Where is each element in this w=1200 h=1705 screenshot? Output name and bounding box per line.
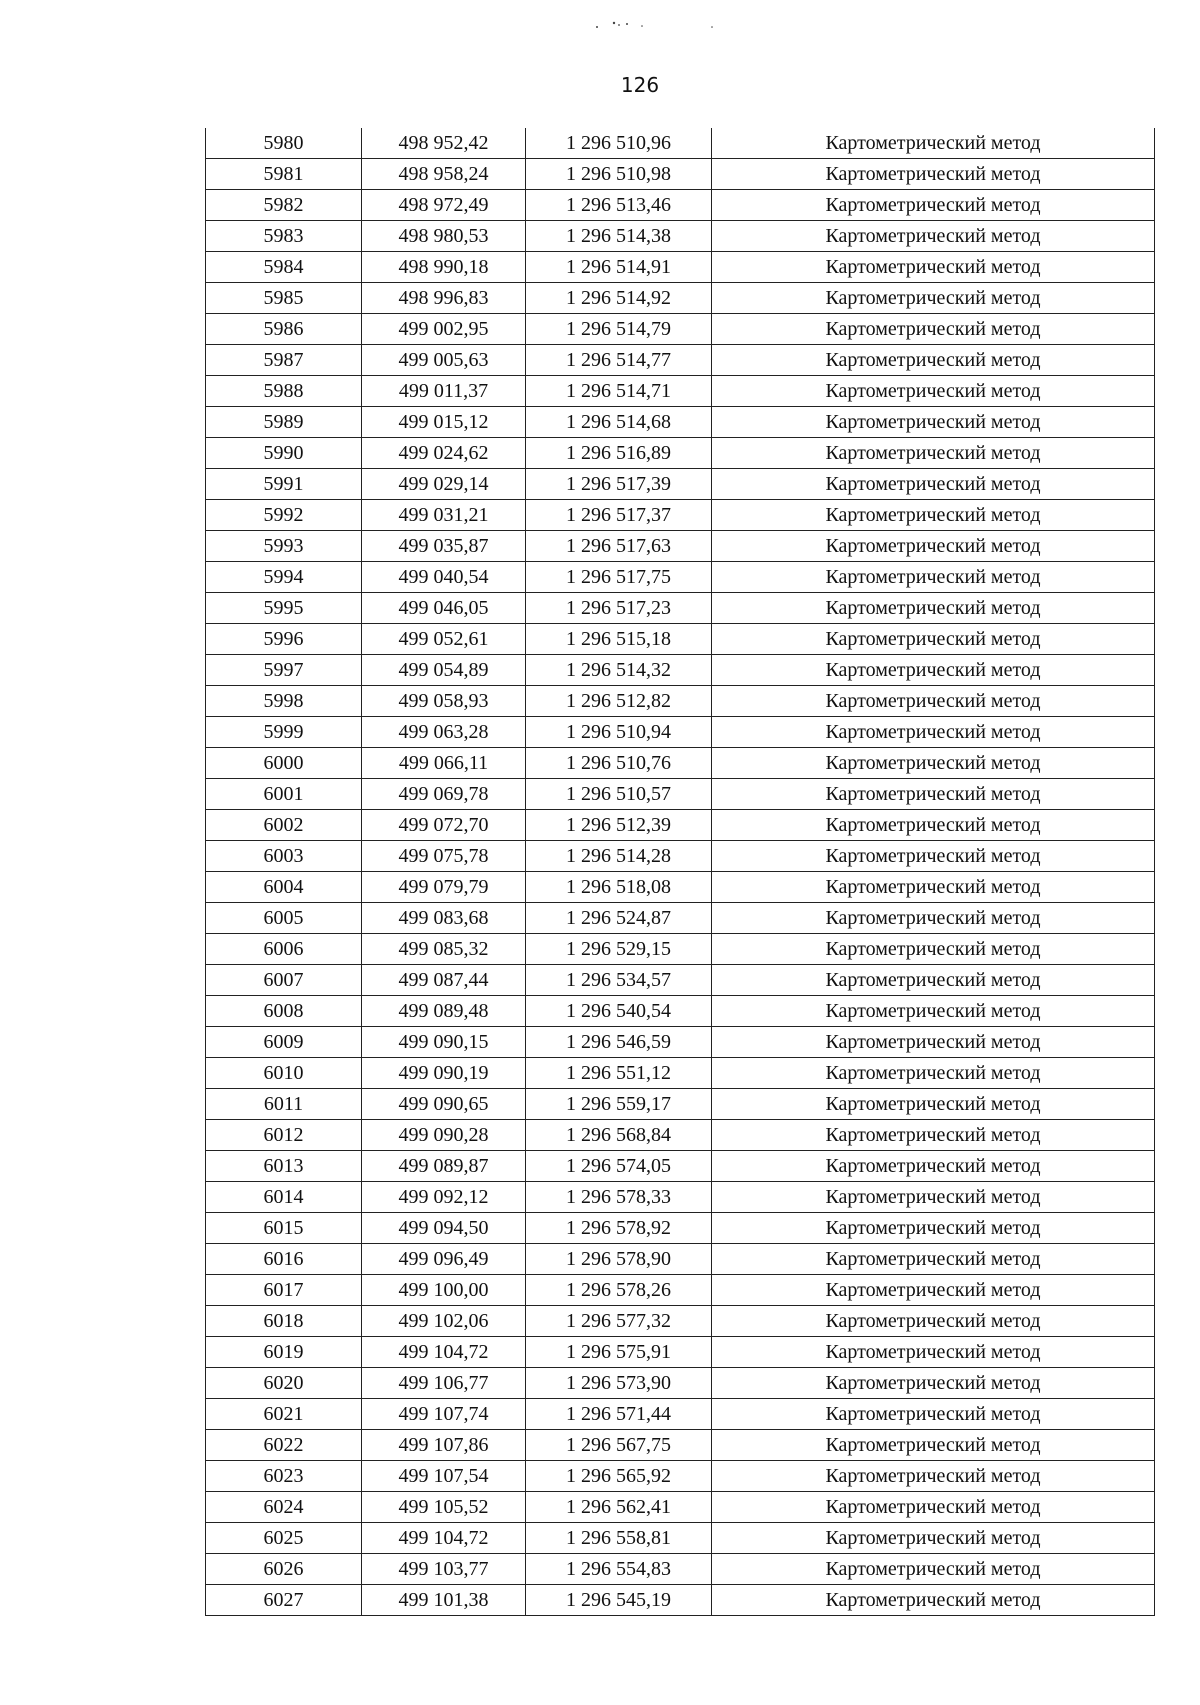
x-coordinate-cell: 499 104,72 (362, 1337, 526, 1368)
x-coordinate-cell: 499 066,11 (362, 748, 526, 779)
method-cell: Картометрический метод (712, 531, 1155, 562)
x-coordinate-cell: 499 090,19 (362, 1058, 526, 1089)
x-coordinate-cell: 498 996,83 (362, 283, 526, 314)
x-coordinate-cell: 499 079,79 (362, 872, 526, 903)
point-number-cell: 6021 (206, 1399, 362, 1430)
x-coordinate-cell: 499 107,74 (362, 1399, 526, 1430)
x-coordinate-cell: 499 035,87 (362, 531, 526, 562)
x-coordinate-cell: 499 100,00 (362, 1275, 526, 1306)
x-coordinate-cell: 498 990,18 (362, 252, 526, 283)
point-number-cell: 6010 (206, 1058, 362, 1089)
table-row (206, 624, 1155, 655)
table-row (206, 314, 1155, 345)
y-coordinate-cell: 1 296 567,75 (526, 1430, 712, 1461)
x-coordinate-cell: 498 958,24 (362, 159, 526, 190)
x-coordinate-cell: 499 002,95 (362, 314, 526, 345)
x-coordinate-cell: 499 104,72 (362, 1523, 526, 1554)
y-coordinate-cell: 1 296 573,90 (526, 1368, 712, 1399)
x-coordinate-cell: 498 980,53 (362, 221, 526, 252)
y-coordinate-cell: 1 296 516,89 (526, 438, 712, 469)
method-cell: Картометрический метод (712, 1492, 1155, 1523)
method-cell: Картометрический метод (712, 1337, 1155, 1368)
x-coordinate-cell: 499 052,61 (362, 624, 526, 655)
y-coordinate-cell: 1 296 514,71 (526, 376, 712, 407)
table-row (206, 1492, 1155, 1523)
table-row (206, 128, 1155, 159)
method-cell: Картометрический метод (712, 1213, 1155, 1244)
method-cell: Картометрический метод (712, 686, 1155, 717)
point-number-cell: 6009 (206, 1027, 362, 1058)
table-row (206, 531, 1155, 562)
point-number-cell: 6017 (206, 1275, 362, 1306)
y-coordinate-cell: 1 296 574,05 (526, 1151, 712, 1182)
point-number-cell: 6005 (206, 903, 362, 934)
method-cell: Картометрический метод (712, 1585, 1155, 1616)
x-coordinate-cell: 499 072,70 (362, 810, 526, 841)
method-cell: Картометрический метод (712, 1151, 1155, 1182)
y-coordinate-cell: 1 296 551,12 (526, 1058, 712, 1089)
table-row (206, 903, 1155, 934)
y-coordinate-cell: 1 296 515,18 (526, 624, 712, 655)
y-coordinate-cell: 1 296 578,33 (526, 1182, 712, 1213)
y-coordinate-cell: 1 296 545,19 (526, 1585, 712, 1616)
table-row (206, 407, 1155, 438)
method-cell: Картометрический метод (712, 872, 1155, 903)
point-number-cell: 6011 (206, 1089, 362, 1120)
point-number-cell: 6001 (206, 779, 362, 810)
method-cell: Картометрический метод (712, 903, 1155, 934)
y-coordinate-cell: 1 296 510,76 (526, 748, 712, 779)
y-coordinate-cell: 1 296 534,57 (526, 965, 712, 996)
y-coordinate-cell: 1 296 514,32 (526, 655, 712, 686)
method-cell: Картометрический метод (712, 1523, 1155, 1554)
y-coordinate-cell: 1 296 571,44 (526, 1399, 712, 1430)
table-row (206, 1182, 1155, 1213)
method-cell: Картометрический метод (712, 1275, 1155, 1306)
table-row (206, 1585, 1155, 1616)
y-coordinate-cell: 1 296 514,92 (526, 283, 712, 314)
method-cell: Картометрический метод (712, 779, 1155, 810)
point-number-cell: 5986 (206, 314, 362, 345)
method-cell: Картометрический метод (712, 376, 1155, 407)
y-coordinate-cell: 1 296 514,68 (526, 407, 712, 438)
method-cell: Картометрический метод (712, 996, 1155, 1027)
x-coordinate-cell: 499 090,65 (362, 1089, 526, 1120)
point-number-cell: 5998 (206, 686, 362, 717)
x-coordinate-cell: 499 040,54 (362, 562, 526, 593)
point-number-cell: 5988 (206, 376, 362, 407)
table-row (206, 1554, 1155, 1585)
x-coordinate-cell: 499 063,28 (362, 717, 526, 748)
table-row (206, 1089, 1155, 1120)
method-cell: Картометрический метод (712, 841, 1155, 872)
table-row (206, 1275, 1155, 1306)
y-coordinate-cell: 1 296 517,63 (526, 531, 712, 562)
table-row (206, 469, 1155, 500)
table-row (206, 159, 1155, 190)
method-cell: Картометрический метод (712, 593, 1155, 624)
x-coordinate-cell: 499 058,93 (362, 686, 526, 717)
point-number-cell: 6015 (206, 1213, 362, 1244)
x-coordinate-cell: 499 011,37 (362, 376, 526, 407)
coordinates-table (205, 128, 1155, 1616)
x-coordinate-cell: 499 046,05 (362, 593, 526, 624)
y-coordinate-cell: 1 296 510,98 (526, 159, 712, 190)
table-row (206, 1368, 1155, 1399)
table-row (206, 655, 1155, 686)
table-row (206, 1058, 1155, 1089)
y-coordinate-cell: 1 296 510,57 (526, 779, 712, 810)
scan-noise-marks (0, 0, 1200, 60)
table-row (206, 1027, 1155, 1058)
method-cell: Картометрический метод (712, 469, 1155, 500)
table-row (206, 221, 1155, 252)
y-coordinate-cell: 1 296 558,81 (526, 1523, 712, 1554)
point-number-cell: 6012 (206, 1120, 362, 1151)
y-coordinate-cell: 1 296 529,15 (526, 934, 712, 965)
point-number-cell: 5994 (206, 562, 362, 593)
x-coordinate-cell: 499 075,78 (362, 841, 526, 872)
method-cell: Картометрический метод (712, 252, 1155, 283)
x-coordinate-cell: 499 085,32 (362, 934, 526, 965)
point-number-cell: 6014 (206, 1182, 362, 1213)
method-cell: Картометрический метод (712, 562, 1155, 593)
table-row (206, 1461, 1155, 1492)
method-cell: Картометрический метод (712, 128, 1155, 159)
y-coordinate-cell: 1 296 540,54 (526, 996, 712, 1027)
point-number-cell: 6006 (206, 934, 362, 965)
table-row (206, 717, 1155, 748)
x-coordinate-cell: 499 031,21 (362, 500, 526, 531)
table-row (206, 1213, 1155, 1244)
x-coordinate-cell: 498 952,42 (362, 128, 526, 159)
y-coordinate-cell: 1 296 578,92 (526, 1213, 712, 1244)
method-cell: Картометрический метод (712, 1089, 1155, 1120)
method-cell: Картометрический метод (712, 624, 1155, 655)
point-number-cell: 6022 (206, 1430, 362, 1461)
method-cell: Картометрический метод (712, 748, 1155, 779)
method-cell: Картометрический метод (712, 717, 1155, 748)
y-coordinate-cell: 1 296 514,91 (526, 252, 712, 283)
y-coordinate-cell: 1 296 512,82 (526, 686, 712, 717)
x-coordinate-cell: 499 005,63 (362, 345, 526, 376)
method-cell: Картометрический метод (712, 283, 1155, 314)
method-cell: Картометрический метод (712, 655, 1155, 686)
x-coordinate-cell: 499 089,48 (362, 996, 526, 1027)
y-coordinate-cell: 1 296 524,87 (526, 903, 712, 934)
table-row (206, 190, 1155, 221)
point-number-cell: 6002 (206, 810, 362, 841)
method-cell: Картометрический метод (712, 1399, 1155, 1430)
y-coordinate-cell: 1 296 577,32 (526, 1306, 712, 1337)
y-coordinate-cell: 1 296 514,77 (526, 345, 712, 376)
table-row (206, 252, 1155, 283)
x-coordinate-cell: 499 101,38 (362, 1585, 526, 1616)
method-cell: Картометрический метод (712, 500, 1155, 531)
method-cell: Картометрический метод (712, 159, 1155, 190)
method-cell: Картометрический метод (712, 934, 1155, 965)
point-number-cell: 5991 (206, 469, 362, 500)
x-coordinate-cell: 499 103,77 (362, 1554, 526, 1585)
method-cell: Картометрический метод (712, 1368, 1155, 1399)
method-cell: Картометрический метод (712, 345, 1155, 376)
point-number-cell: 6027 (206, 1585, 362, 1616)
y-coordinate-cell: 1 296 568,84 (526, 1120, 712, 1151)
method-cell: Картометрический метод (712, 1430, 1155, 1461)
point-number-cell: 6008 (206, 996, 362, 1027)
table-row (206, 593, 1155, 624)
method-cell: Картометрический метод (712, 1244, 1155, 1275)
point-number-cell: 6019 (206, 1337, 362, 1368)
point-number-cell: 5989 (206, 407, 362, 438)
point-number-cell: 6026 (206, 1554, 362, 1585)
table-row (206, 283, 1155, 314)
point-number-cell: 5990 (206, 438, 362, 469)
x-coordinate-cell: 499 092,12 (362, 1182, 526, 1213)
point-number-cell: 6003 (206, 841, 362, 872)
x-coordinate-cell: 499 106,77 (362, 1368, 526, 1399)
y-coordinate-cell: 1 296 554,83 (526, 1554, 712, 1585)
method-cell: Картометрический метод (712, 1027, 1155, 1058)
method-cell: Картометрический метод (712, 1182, 1155, 1213)
y-coordinate-cell: 1 296 517,75 (526, 562, 712, 593)
x-coordinate-cell: 499 029,14 (362, 469, 526, 500)
table-row (206, 1120, 1155, 1151)
x-coordinate-cell: 499 090,28 (362, 1120, 526, 1151)
x-coordinate-cell: 499 015,12 (362, 407, 526, 438)
point-number-cell: 6004 (206, 872, 362, 903)
table-row (206, 748, 1155, 779)
method-cell: Картометрический метод (712, 965, 1155, 996)
point-number-cell: 5980 (206, 128, 362, 159)
table-row (206, 1430, 1155, 1461)
coordinates-table-body (206, 128, 1155, 1616)
point-number-cell: 6023 (206, 1461, 362, 1492)
table-row (206, 500, 1155, 531)
point-number-cell: 5996 (206, 624, 362, 655)
method-cell: Картометрический метод (712, 1120, 1155, 1151)
x-coordinate-cell: 499 089,87 (362, 1151, 526, 1182)
x-coordinate-cell: 499 105,52 (362, 1492, 526, 1523)
method-cell: Картометрический метод (712, 1058, 1155, 1089)
x-coordinate-cell: 499 096,49 (362, 1244, 526, 1275)
table-row (206, 996, 1155, 1027)
table-row (206, 934, 1155, 965)
point-number-cell: 5982 (206, 190, 362, 221)
method-cell: Картометрический метод (712, 1461, 1155, 1492)
x-coordinate-cell: 499 094,50 (362, 1213, 526, 1244)
x-coordinate-cell: 498 972,49 (362, 190, 526, 221)
method-cell: Картометрический метод (712, 438, 1155, 469)
point-number-cell: 6000 (206, 748, 362, 779)
y-coordinate-cell: 1 296 575,91 (526, 1337, 712, 1368)
point-number-cell: 5985 (206, 283, 362, 314)
table-row (206, 345, 1155, 376)
x-coordinate-cell: 499 107,54 (362, 1461, 526, 1492)
table-row (206, 376, 1155, 407)
y-coordinate-cell: 1 296 517,39 (526, 469, 712, 500)
table-row (206, 810, 1155, 841)
point-number-cell: 5983 (206, 221, 362, 252)
method-cell: Картометрический метод (712, 1554, 1155, 1585)
point-number-cell: 6020 (206, 1368, 362, 1399)
y-coordinate-cell: 1 296 518,08 (526, 872, 712, 903)
table-row (206, 438, 1155, 469)
table-row (206, 1523, 1155, 1554)
table-row (206, 562, 1155, 593)
method-cell: Картометрический метод (712, 221, 1155, 252)
point-number-cell: 5997 (206, 655, 362, 686)
point-number-cell: 5993 (206, 531, 362, 562)
table-row (206, 841, 1155, 872)
x-coordinate-cell: 499 090,15 (362, 1027, 526, 1058)
y-coordinate-cell: 1 296 514,38 (526, 221, 712, 252)
y-coordinate-cell: 1 296 546,59 (526, 1027, 712, 1058)
x-coordinate-cell: 499 083,68 (362, 903, 526, 934)
x-coordinate-cell: 499 107,86 (362, 1430, 526, 1461)
y-coordinate-cell: 1 296 514,28 (526, 841, 712, 872)
page-number: 126 (620, 73, 660, 97)
point-number-cell: 6018 (206, 1306, 362, 1337)
method-cell: Картометрический метод (712, 190, 1155, 221)
point-number-cell: 5999 (206, 717, 362, 748)
x-coordinate-cell: 499 054,89 (362, 655, 526, 686)
point-number-cell: 6007 (206, 965, 362, 996)
point-number-cell: 5992 (206, 500, 362, 531)
point-number-cell: 5987 (206, 345, 362, 376)
method-cell: Картометрический метод (712, 1306, 1155, 1337)
point-number-cell: 6025 (206, 1523, 362, 1554)
y-coordinate-cell: 1 296 559,17 (526, 1089, 712, 1120)
x-coordinate-cell: 499 102,06 (362, 1306, 526, 1337)
y-coordinate-cell: 1 296 517,37 (526, 500, 712, 531)
point-number-cell: 6024 (206, 1492, 362, 1523)
table-row (206, 1399, 1155, 1430)
table-row (206, 1337, 1155, 1368)
table-row (206, 686, 1155, 717)
table-row (206, 1151, 1155, 1182)
y-coordinate-cell: 1 296 578,90 (526, 1244, 712, 1275)
table-row (206, 779, 1155, 810)
point-number-cell: 6016 (206, 1244, 362, 1275)
table-row (206, 965, 1155, 996)
point-number-cell: 5984 (206, 252, 362, 283)
y-coordinate-cell: 1 296 517,23 (526, 593, 712, 624)
y-coordinate-cell: 1 296 578,26 (526, 1275, 712, 1306)
y-coordinate-cell: 1 296 565,92 (526, 1461, 712, 1492)
method-cell: Картометрический метод (712, 407, 1155, 438)
table-row (206, 872, 1155, 903)
x-coordinate-cell: 499 087,44 (362, 965, 526, 996)
point-number-cell: 5995 (206, 593, 362, 624)
x-coordinate-cell: 499 024,62 (362, 438, 526, 469)
y-coordinate-cell: 1 296 510,96 (526, 128, 712, 159)
point-number-cell: 5981 (206, 159, 362, 190)
table-row (206, 1244, 1155, 1275)
table-row (206, 1306, 1155, 1337)
y-coordinate-cell: 1 296 512,39 (526, 810, 712, 841)
y-coordinate-cell: 1 296 510,94 (526, 717, 712, 748)
y-coordinate-cell: 1 296 514,79 (526, 314, 712, 345)
method-cell: Картометрический метод (712, 810, 1155, 841)
x-coordinate-cell: 499 069,78 (362, 779, 526, 810)
point-number-cell: 6013 (206, 1151, 362, 1182)
y-coordinate-cell: 1 296 513,46 (526, 190, 712, 221)
y-coordinate-cell: 1 296 562,41 (526, 1492, 712, 1523)
method-cell: Картометрический метод (712, 314, 1155, 345)
